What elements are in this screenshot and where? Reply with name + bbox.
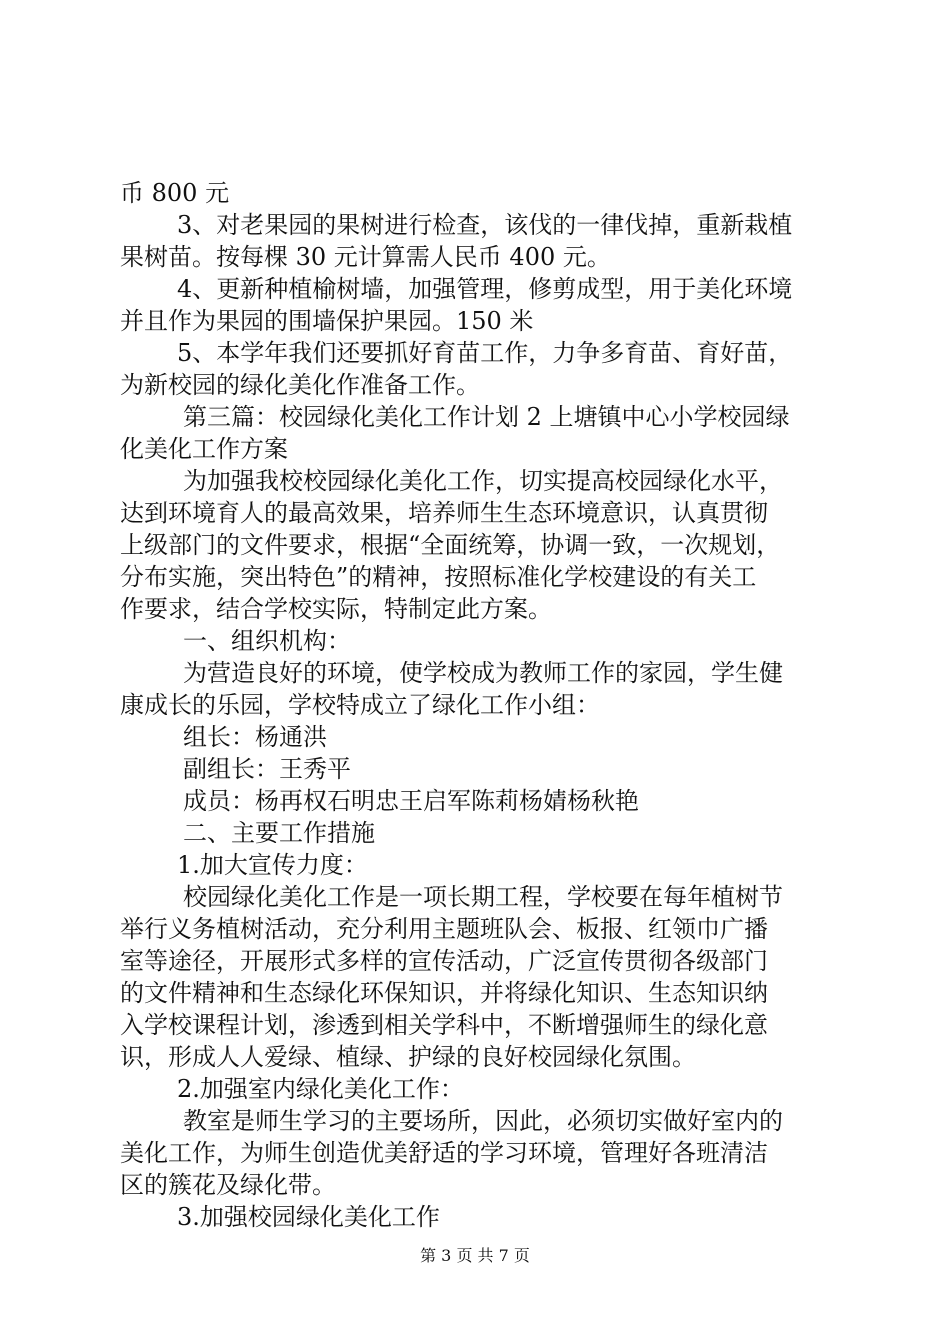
body-text-line: 5、本学年我们还要抓好育苗工作，力争多育苗、育好苗， <box>177 339 793 367</box>
body-text-line: 果树苗。按每棵 30 元计算需人民币 400 元。 <box>120 243 611 271</box>
body-text-line: 3、对老果园的果树进行检查，该伐的一律伐掉，重新栽植 <box>177 211 793 239</box>
body-text-line: 校园绿化美化工作是一项长期工程，学校要在每年植树节 <box>183 883 783 911</box>
body-text-line: 达到环境育人的最高效果，培养师生生态环境意识，认真贯彻 <box>120 499 768 527</box>
body-text-line: 成员：杨再权石明忠王启军陈莉杨婧杨秋艳 <box>183 787 639 815</box>
body-text-line: 区的簇花及绿化带。 <box>120 1171 336 1199</box>
body-text-line: 识，形成人人爱绿、植绿、护绿的良好校园绿化氛围。 <box>120 1043 696 1071</box>
subsection-heading: 1.加大宣传力度： <box>177 851 368 879</box>
body-text-line: 室等途径，开展形式多样的宣传活动，广泛宣传贯彻各级部门 <box>120 947 768 975</box>
subsection-heading: 2.加强室内绿化美化工作： <box>177 1075 464 1103</box>
body-text-line: 的文件精神和生态绿化环保知识，并将绿化知识、生态知识纳 <box>120 979 768 1007</box>
body-text-line: 作要求，结合学校实际，特制定此方案。 <box>120 595 552 623</box>
body-text-line: 并且作为果园的围墙保护果园。150 米 <box>120 307 534 335</box>
body-text-line: 副组长：王秀平 <box>183 755 351 783</box>
section-heading: 化美化工作方案 <box>120 435 288 463</box>
section-heading: 一、组织机构： <box>183 627 351 655</box>
body-text-line: 分布实施，突出特色”的精神，按照标准化学校建设的有关工 <box>120 563 757 591</box>
body-text-line: 教室是师生学习的主要场所，因此，必须切实做好室内的 <box>183 1107 783 1135</box>
body-text-line: 组长：杨通洪 <box>183 723 327 751</box>
section-heading: 第三篇：校园绿化美化工作计划 2 上塘镇中心小学校园绿 <box>183 403 790 431</box>
body-text-line: 入学校课程计划，渗透到相关学科中，不断增强师生的绿化意 <box>120 1011 768 1039</box>
body-text-line: 币 800 元 <box>120 179 230 207</box>
section-heading: 二、主要工作措施 <box>183 819 375 847</box>
body-text-line: 上级部门的文件要求，根据“全面统筹，协调一致，一次规划， <box>120 531 781 559</box>
body-text-line: 为加强我校校园绿化美化工作，切实提高校园绿化水平， <box>183 467 783 495</box>
body-text-line: 为营造良好的环境，使学校成为教师工作的家园，学生健 <box>183 659 783 687</box>
body-text-line: 为新校园的绿化美化作准备工作。 <box>120 371 480 399</box>
body-text-line: 美化工作，为师生创造优美舒适的学习环境，管理好各班清洁 <box>120 1139 768 1167</box>
body-text-line: 康成长的乐园，学校特成立了绿化工作小组： <box>120 691 600 719</box>
page-number-footer: 第 3 页 共 7 页 <box>420 1246 530 1265</box>
body-text-line: 4、更新种植榆树墙，加强管理，修剪成型，用于美化环境 <box>177 275 793 303</box>
subsection-heading: 3.加强校园绿化美化工作 <box>177 1203 440 1231</box>
body-text-line: 举行义务植树活动，充分利用主题班队会、板报、红领巾广播 <box>120 915 768 943</box>
